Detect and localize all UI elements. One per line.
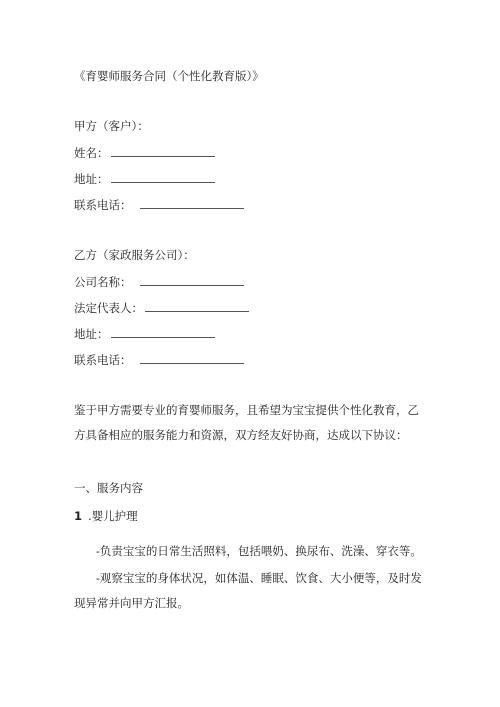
party-b-phone-label: 联系电话： [74, 353, 132, 367]
party-b-legal-rep-row [74, 300, 249, 315]
bullet-2: -观察宝宝的身体状况，如体温、睡眠、饮食、大小便等，及时发现异常并向甲方汇报。 [74, 571, 422, 610]
party-b-address-blank[interactable] [111, 326, 215, 338]
document-title: 《育婴师服务合同（个性化教育版）》 [74, 69, 264, 83]
item-1-title: .婴儿护理 [88, 509, 138, 523]
party-a-name-label: 姓名： [74, 146, 109, 160]
party-a-phone-blank[interactable] [140, 197, 244, 209]
item-1-title-row [74, 509, 138, 523]
party-b-legal-rep-blank[interactable] [145, 300, 249, 312]
preamble-paragraph: 鉴于甲方需要专业的育婴师服务，且希望为宝宝提供个性化教育，乙方具备相应的服务能力和资源，双方经友好协商，达成以下协议： [74, 403, 419, 442]
section-1-heading: 一、服务内容 [74, 481, 143, 495]
party-a-phone-row [74, 197, 244, 212]
party-a-address-row [74, 171, 215, 186]
party-a-address-label: 地址： [74, 172, 109, 186]
party-b-phone-blank[interactable] [140, 352, 244, 364]
item-1-number: 1 [74, 509, 83, 523]
party-a-address-blank[interactable] [111, 171, 215, 183]
party-b-address-label: 地址： [74, 327, 109, 341]
party-b-legal-rep-label: 法定代表人： [74, 301, 143, 315]
party-b-phone-row [74, 352, 244, 367]
party-b-company-label: 公司名称： [74, 275, 132, 289]
party-a-name-row [74, 145, 215, 160]
party-b-company-row [74, 274, 244, 289]
party-b-company-blank[interactable] [140, 274, 244, 286]
party-a-phone-label: 联系电话： [74, 198, 132, 212]
party-a-name-blank[interactable] [111, 145, 215, 157]
party-b-heading: 乙方（家政服务公司）： [74, 248, 195, 262]
party-b-address-row [74, 326, 215, 341]
bullet-1: -负责宝宝的日常生活照料，包括喂奶、换尿布、洗澡、穿衣等。 [96, 544, 422, 558]
party-a-heading: 甲方（客户）： [74, 119, 149, 133]
